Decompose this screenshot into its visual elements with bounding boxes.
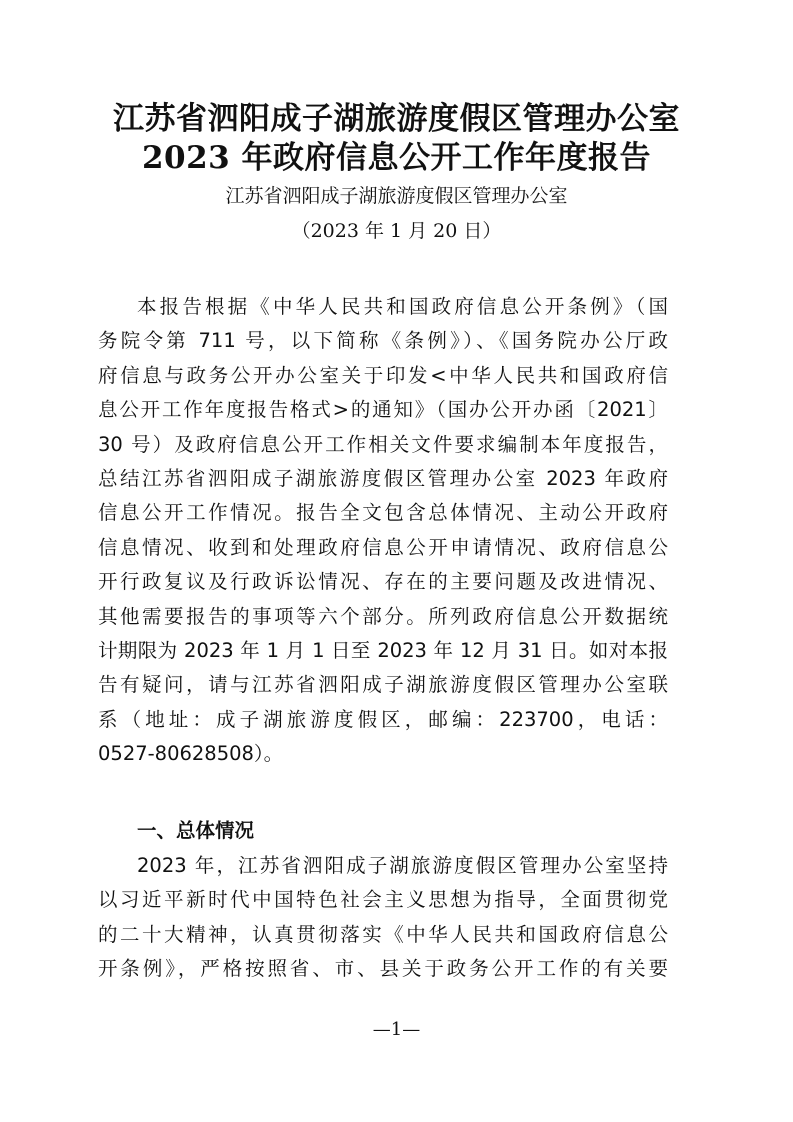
paragraph-line: 告有疑问，请与江苏省泗阳成子湖旅游度假区管理办公室联 <box>98 673 668 697</box>
report-date: （2023 年 1 月 20 日） <box>291 220 502 242</box>
paragraph-line: 0527-80628508）。 <box>98 742 284 766</box>
paragraph-line: 以习近平新时代中国特色社会主义思想为指导，全面贯彻党 <box>98 888 668 912</box>
paragraph-line: 府信息与政务公开办公室关于印发<中华人民共和国政府信 <box>98 363 668 387</box>
section-heading-overview: 一、总体情况 <box>137 819 255 842</box>
paragraph-line: 30 号）及政府信息公开工作相关文件要求编制本年度报告， <box>98 432 668 456</box>
paragraph-line: 本报告根据《中华人民共和国政府信息公开条例》（国 <box>137 295 668 318</box>
paragraph-line: 其他需要报告的事项等六个部分。所列政府信息公开数据统 <box>98 604 668 628</box>
paragraph-line: 总结江苏省泗阳成子湖旅游度假区管理办公室 2023 年政府 <box>98 466 668 490</box>
paragraph-line: 信息公开工作情况。报告全文包含总体情况、主动公开政府 <box>98 501 668 525</box>
paragraph-line: 息公开工作年度报告格式>的通知》（国办公开办函〔2021〕 <box>98 398 668 422</box>
paragraph-line: 开条例》，严格按照省、市、县关于政务公开工作的有关要 <box>98 957 668 981</box>
paragraph-line: 计期限为 2023 年 1 月 1 日至 2023 年 12 月 31 日。如对本报 <box>98 638 668 662</box>
page-number: —1— <box>372 1019 421 1040</box>
paragraph-line: 的二十大精神，认真贯彻落实《中华人民共和国政府信息公 <box>98 922 668 946</box>
intro-paragraph <box>98 290 668 771</box>
issuer-name: 江苏省泗阳成子湖旅游度假区管理办公室 <box>225 185 568 207</box>
overview-paragraph <box>98 849 668 987</box>
paragraph-line: 开行政复议及行政诉讼情况、存在的主要问题及改进情况、 <box>98 570 668 594</box>
paragraph-line: 务院令第 711 号，以下简称《条例》）、《国务院办公厅政 <box>98 329 668 353</box>
paragraph-line: 系（地址：成子湖旅游度假区，邮编：223700，电话： <box>98 707 668 731</box>
report-title-line-2: 2023 年政府信息公开工作年度报告 <box>141 140 652 176</box>
paragraph-line: 信息情况、收到和处理政府信息公开申请情况、政府信息公 <box>98 535 668 559</box>
paragraph-line: 2023 年，江苏省泗阳成子湖旅游度假区管理办公室坚持 <box>137 854 668 877</box>
report-title-line-1: 江苏省泗阳成子湖旅游度假区管理办公室 <box>113 101 680 137</box>
